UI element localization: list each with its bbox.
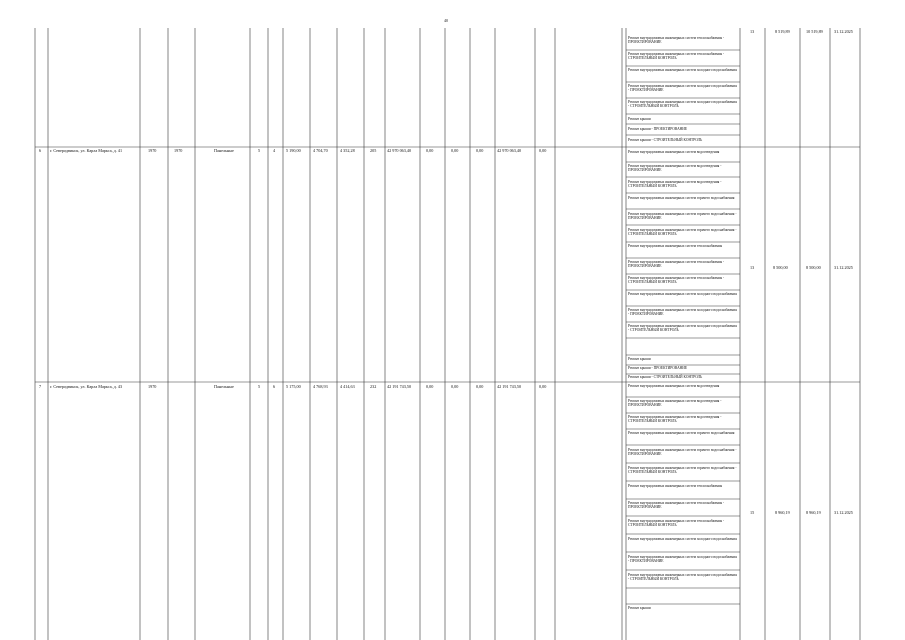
floors: 5 — [258, 384, 261, 389]
material: Панельные — [214, 384, 234, 389]
material: Панельные — [214, 148, 234, 153]
work-item: Ремонт внутридомовых инженерных систем холодного водоснабжения — [628, 68, 737, 72]
work-item: Ремонт внутридомовых инженерных систем холодного водоснабжения - СТРОИТЕЛЬНЫЙ КОНТРОЛЬ — [628, 324, 737, 333]
work-item: Ремонт внутридомовых инженерных систем теплоснабжения - СТРОИТЕЛЬНЫЙ КОНТРОЛЬ — [628, 52, 725, 61]
work-item: Ремонт внутридомовых инженерных систем холодного водоснабжения - ПРОЕКТИРОВАНИЕ — [628, 84, 737, 93]
work-item: Ремонт крыши - СТРОИТЕЛЬНЫЙ КОНТРОЛЬ — [628, 375, 703, 379]
col-f: 13 — [750, 265, 755, 270]
value-zero: 0,00 — [539, 148, 547, 153]
work-item: Ремонт внутридомовых инженерных систем теплоснабжения - ПРОЕКТИРОВАНИЕ — [628, 501, 725, 510]
col-i: 31.12.2025 — [834, 265, 853, 270]
work-item: Ремонт крыши — [628, 117, 651, 121]
work-item: Ремонт внутридомовых инженерных систем водоотведения - ПРОЕКТИРОВАНИЕ — [628, 399, 722, 408]
cost: 42 970 063,40 — [387, 148, 412, 153]
work-item: Ремонт внутридомовых инженерных систем холодного водоснабжения — [628, 292, 737, 296]
work-item: Ремонт внутридомовых инженерных систем горячего водоснабжения — [628, 431, 735, 435]
col-f: 15 — [750, 510, 755, 515]
year-built: 1970 — [148, 148, 157, 153]
top-col-f: 13 — [750, 29, 755, 34]
work-item: Ремонт крыши - СТРОИТЕЛЬНЫЙ КОНТРОЛЬ — [628, 138, 703, 142]
page-number: 40 — [444, 18, 448, 23]
work-item: Ремонт внутридомовых инженерных систем холодного водоснабжения - СТРОИТЕЛЬНЫЙ КОНТРОЛЬ — [628, 573, 737, 582]
work-item: Ремонт внутридомовых инженерных систем холодного водоснабжения - ПРОЕКТИРОВАНИЕ — [628, 555, 737, 564]
work-item: Ремонт внутридомовых инженерных систем водоотведения - СТРОИТЕЛЬНЫЙ КОНТРОЛЬ — [628, 415, 722, 424]
floors: 5 — [258, 148, 261, 153]
col-h: 8 960,19 — [806, 510, 821, 515]
work-item: Ремонт внутридомовых инженерных систем теплоснабжения - СТРОИТЕЛЬНЫЙ КОНТРОЛЬ — [628, 276, 725, 285]
row-number: 7 — [39, 384, 42, 389]
cost: 42 191 743,50 — [387, 384, 412, 389]
entrances: 4 — [273, 148, 276, 153]
year-built: 1970 — [148, 384, 157, 389]
value-zero: 0,00 — [476, 384, 484, 389]
top-col-g: 8 519,89 — [775, 29, 790, 34]
top-col-h: 10 519,89 — [806, 29, 823, 34]
residents: 232 — [370, 384, 377, 389]
work-item: Ремонт внутридомовых инженерных систем горячего водоснабжения — [628, 196, 735, 200]
work-item: Ремонт внутридомовых инженерных систем теплоснабжения - ПРОЕКТИРОВАНИЕ — [628, 260, 725, 269]
value-zero: 0,00 — [451, 148, 459, 153]
work-item: Ремонт внутридомовых инженерных систем водоотведения — [628, 384, 720, 388]
work-item: Ремонт внутридомовых инженерных систем водоотведения — [628, 150, 720, 154]
work-item: Ремонт внутридомовых инженерных систем горячего водоснабжения - СТРОИТЕЛЬНЫЙ КОНТРОЛЬ — [628, 466, 737, 475]
living-area: 4 704,70 — [313, 148, 328, 153]
address: г. Северодвинск, ул. Карла Маркса, д. 41 — [50, 148, 123, 153]
col-g: 8 960,19 — [775, 510, 790, 515]
total-area: 5 190,00 — [286, 148, 301, 153]
work-item: Ремонт внутридомовых инженерных систем водоотведения - ПРОЕКТИРОВАНИЕ — [628, 164, 722, 173]
col-h: 8 500,00 — [806, 265, 821, 270]
work-item: Ремонт внутридомовых инженерных систем теплоснабжения - ПРОЕКТИРОВАНИЕ — [628, 36, 725, 45]
year-reconstr: 1970 — [174, 148, 183, 153]
work-item: Ремонт внутридомовых инженерных систем водоотведения - СТРОИТЕЛЬНЫЙ КОНТРОЛЬ — [628, 180, 722, 189]
row-number: 6 — [39, 148, 42, 153]
address: г. Северодвинск, ул. Карла Маркса, д. 43 — [50, 384, 123, 389]
nonliving-area: 4 352,28 — [340, 148, 355, 153]
nonliving-area: 4 414,63 — [340, 384, 355, 389]
value-zero: 0,00 — [451, 384, 459, 389]
value-zero: 0,00 — [476, 148, 484, 153]
work-item: Ремонт внутридомовых инженерных систем теплоснабжения - СТРОИТЕЛЬНЫЙ КОНТРОЛЬ — [628, 519, 725, 528]
work-item: Ремонт внутридомовых инженерных систем холодного водоснабжения — [628, 537, 737, 541]
work-item: Ремонт внутридомовых инженерных систем горячего водоснабжения - СТРОИТЕЛЬНЫЙ КОНТРОЛЬ — [628, 228, 737, 237]
value-zero: 0,00 — [426, 148, 434, 153]
work-item: Ремонт внутридомовых инженерных систем теплоснабжения — [628, 244, 723, 248]
total-area: 5 175,00 — [286, 384, 301, 389]
col-g: 8 500,00 — [773, 265, 788, 270]
work-item: Ремонт внутридомовых инженерных систем горячего водоснабжения - ПРОЕКТИРОВАНИЕ — [628, 448, 737, 457]
col-i: 31.12.2025 — [834, 510, 853, 515]
work-item: Ремонт крыши — [628, 606, 651, 610]
value-zero: 0,00 — [539, 384, 547, 389]
work-item: Ремонт внутридомовых инженерных систем горячего водоснабжения - ПРОЕКТИРОВАНИЕ — [628, 212, 737, 221]
cost-2: 42 970 063,40 — [497, 148, 522, 153]
work-item: Ремонт крыши - ПРОЕКТИРОВАНИЕ — [628, 366, 688, 370]
work-item: Ремонт крыши — [628, 357, 651, 361]
cost-2: 42 191 743,50 — [497, 384, 522, 389]
work-item: Ремонт внутридомовых инженерных систем теплоснабжения — [628, 484, 723, 488]
work-item: Ремонт внутридомовых инженерных систем холодного водоснабжения - СТРОИТЕЛЬНЫЙ КОНТРОЛЬ — [628, 100, 737, 109]
work-item: Ремонт внутридомовых инженерных систем холодного водоснабжения - ПРОЕКТИРОВАНИЕ — [628, 308, 737, 317]
living-area: 4 768,93 — [313, 384, 328, 389]
residents: 205 — [370, 148, 377, 153]
top-col-i: 31.12.2025 — [834, 29, 853, 34]
value-zero: 0,00 — [426, 384, 434, 389]
work-item: Ремонт крыши - ПРОЕКТИРОВАНИЕ — [628, 127, 688, 131]
entrances: 6 — [273, 384, 276, 389]
